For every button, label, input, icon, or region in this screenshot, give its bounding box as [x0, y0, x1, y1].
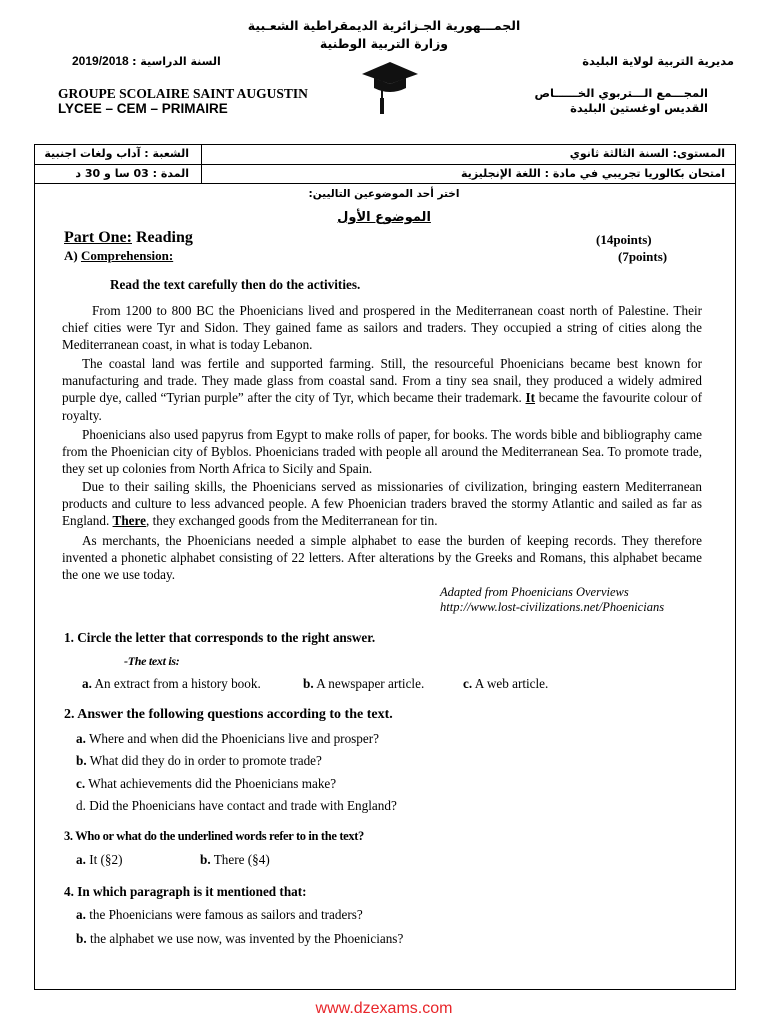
paragraph-3: Phoenicians also used papyrus from Egypt to make rolls of paper, for books. The words bible and bibliography came from the Phoenician city of Byblos. Phoenicians traded with people all around the Mediterranean Sea. To promote trade, they set up colonies from North Africa to Sicily and Spain.	[62, 427, 702, 477]
paragraph-4	[62, 478, 702, 530]
option-letter: b.	[303, 676, 314, 691]
paragraph-5: As merchants, the Phoenicians needed a simple alphabet to ease the burden of keeping records. They therefore invented a phonetic alphabet consisting of 22 letters. After alterations by the Greeks and Romans, this alphabet became the one we use today.	[62, 533, 702, 583]
item-letter: b.	[200, 852, 211, 867]
question-1-option-b	[303, 676, 424, 692]
section-title	[64, 248, 173, 264]
part-name: Reading	[135, 229, 193, 246]
section-name: Comprehension:	[80, 248, 174, 263]
item-letter: a.	[76, 852, 86, 867]
question-1-title: 1. Circle the letter that corresponds to the right answer.	[64, 630, 376, 645]
republic-title: الجمـــهورية الجـزائرية الديمقراطية الشعـبية	[247, 18, 521, 33]
exam-info-row-1	[35, 145, 735, 165]
item-text: Did the Phoenicians have contact and trade with England?	[89, 798, 397, 813]
section-points: (7points)	[618, 249, 668, 264]
question-4-item-b	[76, 931, 403, 947]
paragraph-4-text-a: Due to their sailing skills, the Phoenicians served as missionaries of civilization, bringing eastern Mediterranean products and culture to less advanced people. A few Phoenician traders braved the stormy Atlantic and sailed as far as England.	[62, 479, 702, 529]
section-prefix: A)	[64, 248, 78, 263]
question-3-title: 3. Who or what do the underlined words refer to in the text?	[64, 829, 364, 843]
paragraph-4-text-b: , they exchanged goods from the Mediterranean for tin.	[146, 513, 438, 529]
item-text: Where and when did the Phoenicians live and prosper?	[88, 731, 379, 746]
question-1-stem: -The text is:	[124, 654, 180, 668]
underlined-word-it: It	[525, 390, 536, 406]
paragraph-2-text-b: became the favourite colour of royalty.	[62, 390, 703, 423]
directorate-label: مديرية التربية لولاية البليدة	[582, 54, 734, 68]
school-year-label: السنة الدراسية :	[132, 55, 221, 68]
item-letter: d.	[76, 798, 86, 813]
option-letter: a.	[82, 676, 92, 691]
topic-title: الموضوع الأول	[337, 210, 431, 225]
stream-label: الشعبة : آداب ولغات اجنبية	[44, 147, 189, 160]
option-letter: c.	[463, 676, 473, 691]
paragraph-2	[62, 355, 702, 424]
item-text: There (§4)	[213, 852, 270, 867]
question-2-title: 2. Answer the following questions according to the text.	[64, 707, 393, 722]
duration-label: المدة : 03 سا و 30 د	[75, 167, 189, 180]
source-title: Adapted from Phoenicians Overviews	[440, 585, 629, 599]
question-1-option-a	[82, 676, 261, 692]
reading-instruction: Read the text carefully then do the activities.	[110, 277, 361, 292]
school-levels: LYCEE – CEM – PRIMAIRE	[58, 101, 228, 116]
part-points: (14points)	[596, 232, 652, 247]
item-letter: b.	[76, 931, 87, 946]
item-text: It (§2)	[89, 852, 123, 867]
exam-info-table	[34, 144, 736, 184]
paragraph-1: From 1200 to 800 BC the Phoenicians lived and prospered in the Mediterranean coast north of Palestine. Their chief cities were Tyr and Sidon. They gained fame as sailors and traders. They occupied a string of cities along the Mediterranean coast, in what is today Lebanon.	[62, 303, 702, 353]
question-4-item-a	[76, 907, 363, 923]
exam-label: امتحان بكالوريا تجريبي في مادة : اللغة الإنجليزية	[461, 167, 725, 180]
school-year-value: 2019/2018	[72, 54, 129, 68]
part-label: Part One:	[64, 229, 132, 246]
underlined-word-there: There	[112, 513, 146, 529]
item-text: What did they do in order to promote trade?	[89, 753, 322, 768]
group-name-ar-1: المجـــمع الـــتربوي الخــــــاص	[534, 86, 708, 100]
question-1-option-c	[463, 676, 548, 692]
question-2-item-a	[76, 731, 379, 747]
graduation-cap-logo	[360, 58, 420, 118]
choose-topic-instruction: اختر أحد الموضوعين التاليين:	[308, 188, 460, 200]
source-url: http://www.lost-civilizations.net/Phoenicians	[440, 600, 665, 614]
group-name-ar-2: القديس اوغستين البليدة	[570, 101, 708, 115]
question-4-title: 4. In which paragraph is it mentioned that:	[64, 884, 307, 899]
item-text: What achievements did the Phoenicians make?	[88, 776, 337, 791]
exam-info-row-2	[35, 165, 735, 185]
option-text: An extract from a history book.	[94, 676, 261, 691]
part-title	[64, 229, 193, 247]
ministry-title: وزارة التربية الوطنية	[319, 36, 449, 51]
footer-site-link[interactable]: www.dzexams.com	[315, 1000, 453, 1017]
option-text: A web article.	[474, 676, 549, 691]
question-3-item-b	[200, 852, 270, 868]
item-text: the alphabet we use now, was invented by the Phoenicians?	[89, 931, 404, 946]
school-year	[72, 54, 221, 68]
level-label: المستوى: السنة الثالثة ثانوي	[569, 147, 725, 160]
school-name: GROUPE SCOLAIRE SAINT AUGUSTIN	[58, 86, 308, 101]
item-letter: c.	[76, 776, 86, 791]
item-letter: b.	[76, 753, 87, 768]
exam-info-divider	[201, 145, 202, 183]
question-2-item-c	[76, 776, 336, 792]
question-2-item-b	[76, 753, 322, 769]
item-text: the Phoenicians were famous as sailors and traders?	[89, 907, 363, 922]
item-letter: a.	[76, 731, 86, 746]
paragraph-2-text-a: The coastal land was fertile and supported farming. Still, the resourceful Phoenicians became best known for manufacturing and trade. They made glass from coastal sand. From a tiny sea snail, they produced a widely admired purple dye, called “Tyrian purple” after the city of Tyr, which became their trademark.	[62, 356, 702, 406]
question-2-item-d	[76, 798, 397, 814]
option-text: A newspaper article.	[316, 676, 425, 691]
question-3-item-a	[76, 852, 123, 868]
item-letter: a.	[76, 907, 86, 922]
